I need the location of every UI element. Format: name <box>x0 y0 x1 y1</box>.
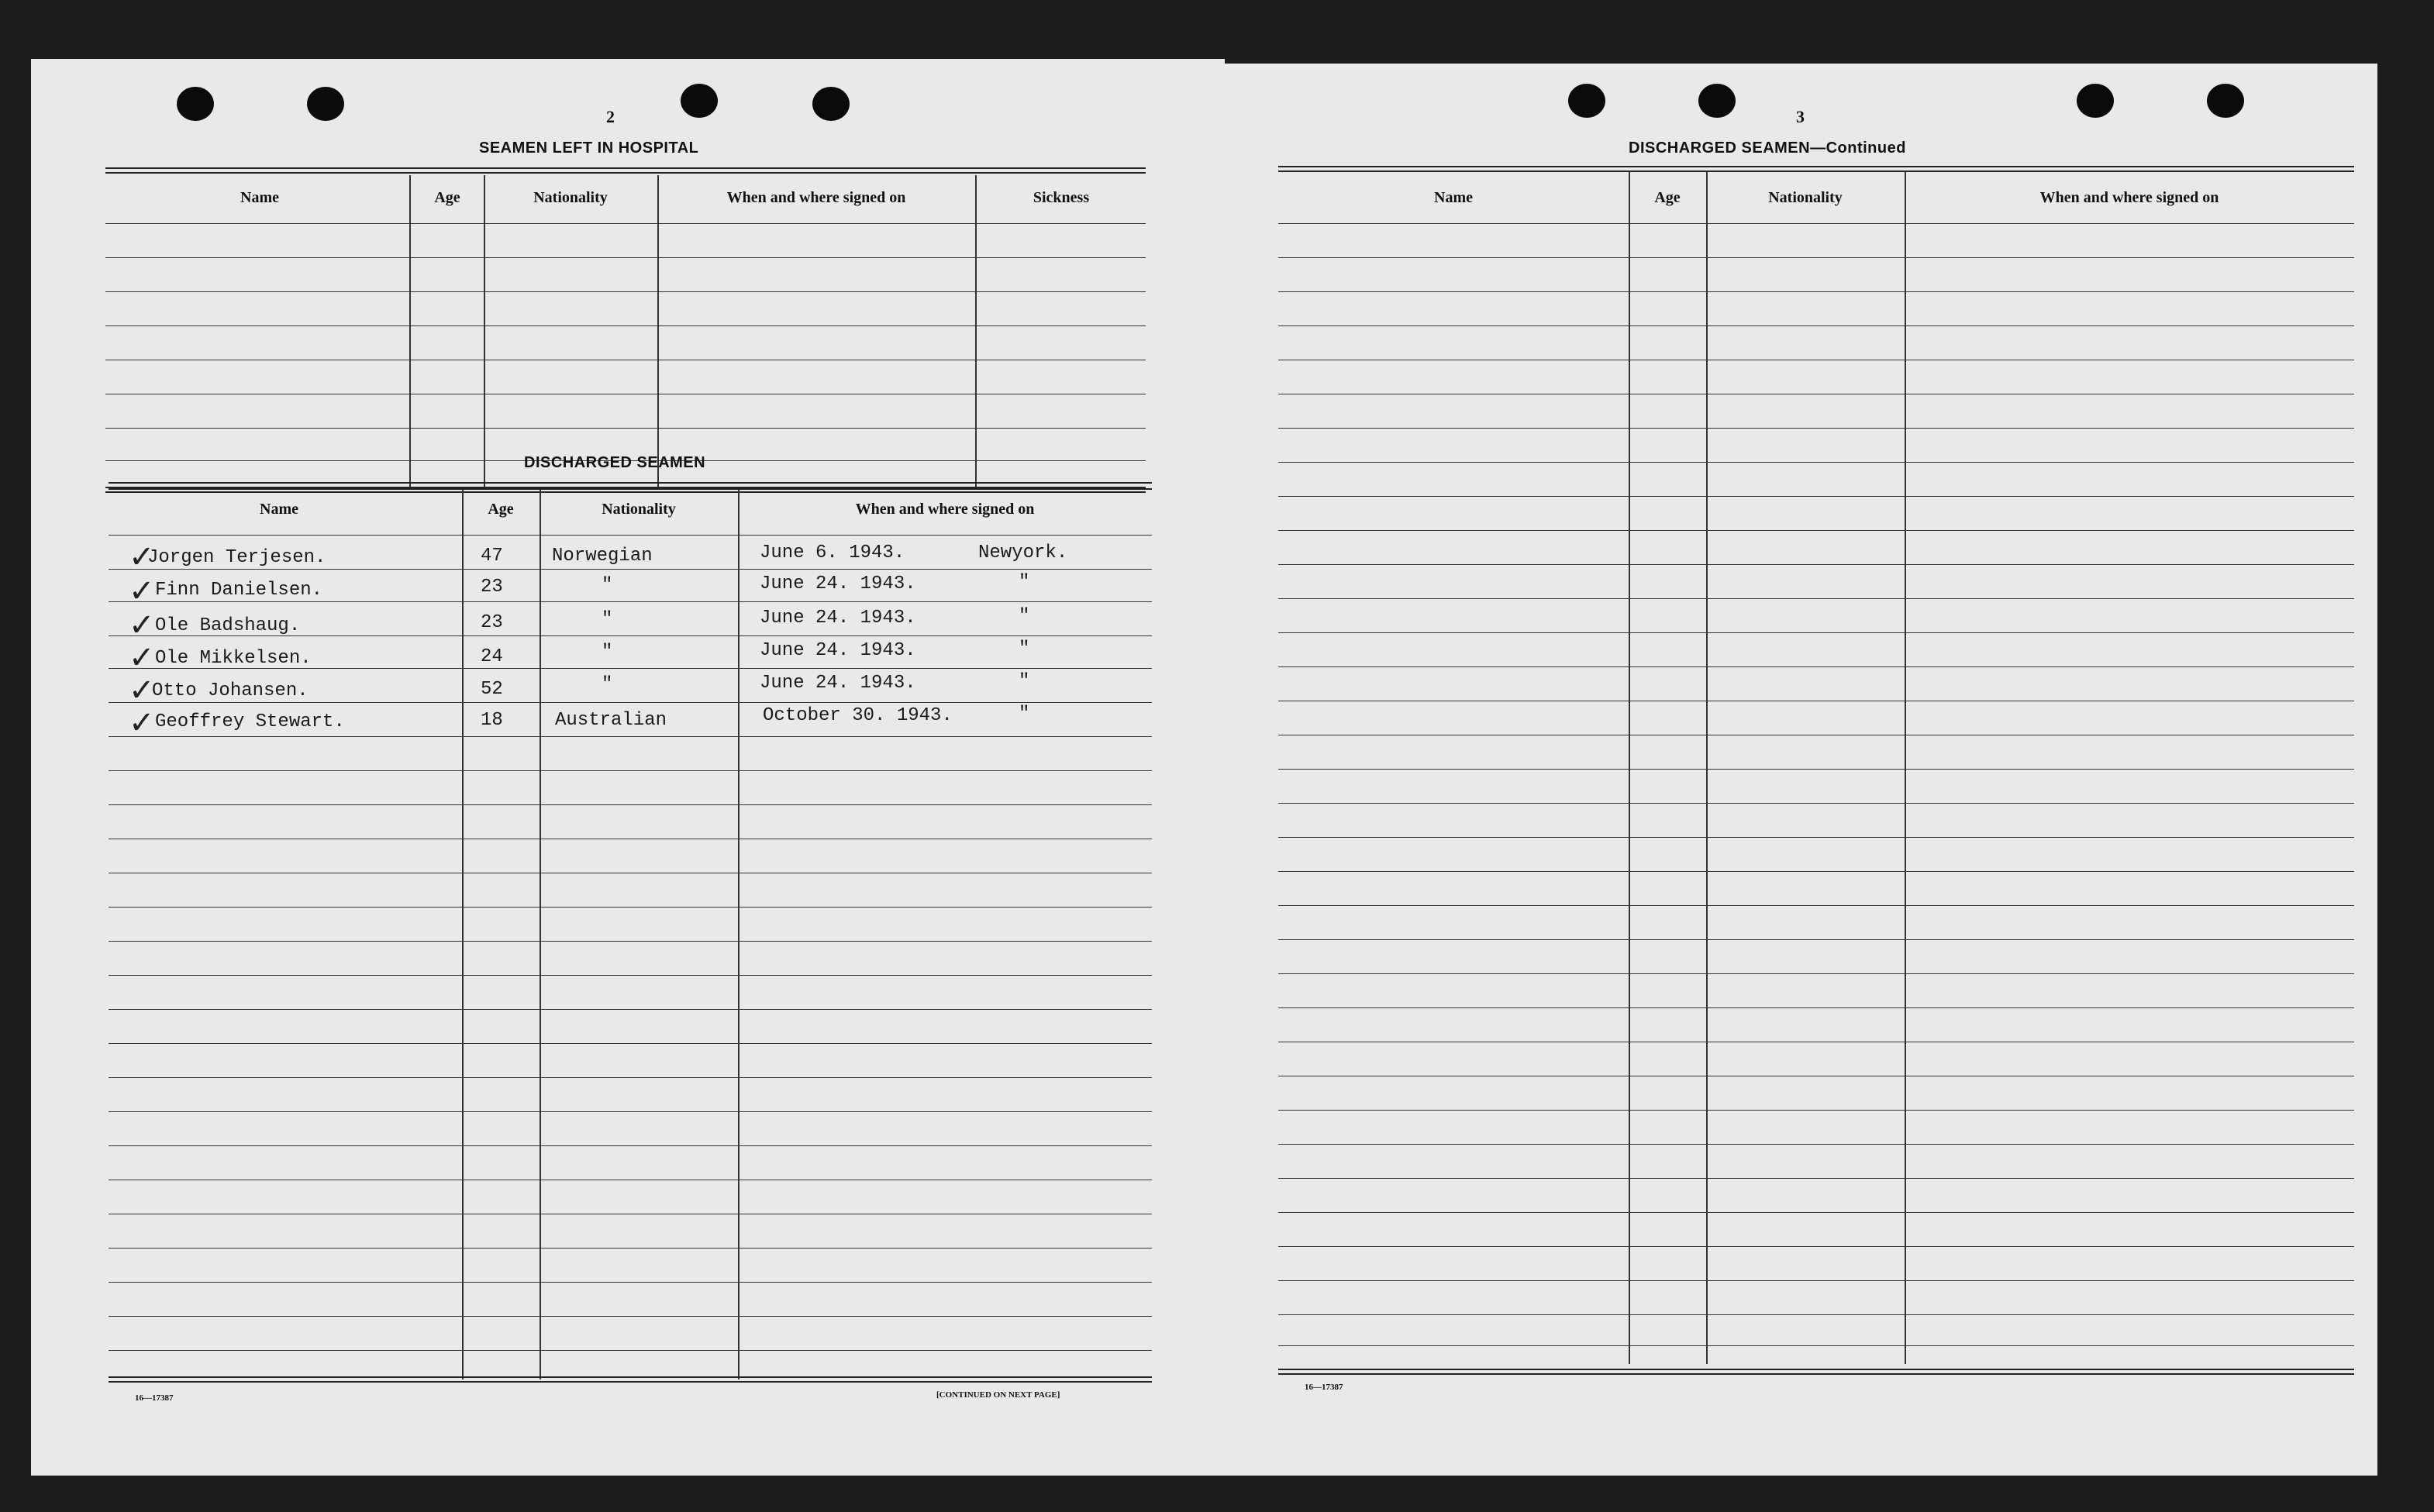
check-mark-icon: ✓ <box>129 705 155 741</box>
table-rule <box>1278 666 2354 667</box>
table-rule <box>109 1145 1152 1146</box>
table-rule <box>1278 1280 2354 1281</box>
seaman-age: 23 <box>481 612 503 633</box>
signed-on-place: " <box>1019 572 1030 593</box>
binder-hole <box>307 87 344 121</box>
seaman-nationality: Norwegian <box>552 546 653 567</box>
table-rule <box>1278 837 2354 838</box>
table-rule <box>1278 1007 2354 1008</box>
table-rule <box>1278 1178 2354 1179</box>
signed-on-date: October 30. 1943. <box>763 705 953 726</box>
seaman-age: 18 <box>481 710 503 731</box>
page-title: DISCHARGED SEAMEN—Continued <box>1629 139 1906 157</box>
page-number: 2 <box>606 107 615 126</box>
discharged-section-title: DISCHARGED SEAMEN <box>524 454 706 471</box>
double-rule <box>1278 166 2354 167</box>
check-mark-icon: ✓ <box>129 573 155 609</box>
table-rule <box>1278 1144 2354 1145</box>
table-rule <box>109 736 1152 737</box>
continued-note: [CONTINUED ON NEXT PAGE] <box>936 1390 1060 1400</box>
table-rule <box>109 1248 1152 1249</box>
column-divider <box>1905 172 1906 1364</box>
seaman-nationality: " <box>602 609 613 630</box>
table-rule <box>1278 1110 2354 1111</box>
column-header-age: Age <box>1654 189 1681 206</box>
table-rule <box>109 1316 1152 1317</box>
header-rule <box>1278 223 2354 224</box>
table-rule <box>1278 564 2354 565</box>
column-header-signed-on: When and where signed on <box>855 501 1035 518</box>
check-mark-icon: ✓ <box>129 608 155 643</box>
table-rule <box>109 941 1152 942</box>
table-rule <box>109 907 1152 908</box>
binder-hole <box>1698 84 1736 118</box>
column-header-signed-on: When and where signed on <box>726 189 906 206</box>
column-divider <box>657 175 659 488</box>
double-rule <box>1278 170 2354 172</box>
table-rule <box>109 1111 1152 1112</box>
column-divider <box>738 490 740 1379</box>
table-rule <box>105 257 1146 258</box>
binder-hole <box>177 87 214 121</box>
table-rule <box>109 601 1152 602</box>
seaman-age: 52 <box>481 679 503 700</box>
double-rule <box>105 167 1146 169</box>
double-rule <box>109 1381 1152 1383</box>
column-divider <box>1706 172 1708 1364</box>
table-rule <box>1278 1314 2354 1315</box>
double-rule <box>109 1376 1152 1378</box>
binder-hole <box>2077 84 2114 118</box>
double-rule <box>105 491 1146 493</box>
check-mark-icon: ✓ <box>129 640 155 676</box>
table-rule <box>1278 428 2354 429</box>
signed-on-place: " <box>1019 606 1030 627</box>
seaman-name: Ole Badshaug. <box>155 615 301 636</box>
column-header-nationality: Nationality <box>533 189 608 206</box>
table-rule <box>1278 598 2354 599</box>
table-rule <box>105 291 1146 292</box>
column-divider <box>1629 172 1630 1364</box>
hospital-section-title: SEAMEN LEFT IN HOSPITAL <box>479 139 699 157</box>
table-rule <box>1278 632 2354 633</box>
column-header-sickness: Sickness <box>1033 189 1090 206</box>
seaman-name: Finn Danielsen. <box>155 580 323 601</box>
binder-hole <box>681 84 718 118</box>
column-divider <box>540 490 541 1379</box>
column-header-nationality: Nationality <box>602 501 676 518</box>
right-page <box>1205 64 2377 1476</box>
table-rule <box>105 325 1146 326</box>
column-header-age: Age <box>488 501 514 518</box>
column-divider <box>484 175 485 488</box>
column-divider <box>462 490 464 1379</box>
seaman-nationality: Australian <box>555 710 667 731</box>
signed-on-place: Newyork. <box>978 542 1068 563</box>
double-rule <box>109 488 1152 490</box>
table-rule <box>1278 871 2354 872</box>
signed-on-place: " <box>1019 704 1030 725</box>
table-rule <box>1278 530 2354 531</box>
binder-hole <box>1568 84 1605 118</box>
double-rule <box>105 172 1146 174</box>
table-rule <box>109 1009 1152 1010</box>
table-rule <box>109 1350 1152 1351</box>
page-number: 3 <box>1796 107 1805 126</box>
table-rule <box>1278 1246 2354 1247</box>
signed-on-place: " <box>1019 671 1030 692</box>
table-rule <box>105 428 1146 429</box>
table-rule <box>1278 973 2354 974</box>
seaman-age: 24 <box>481 646 503 667</box>
seaman-name: Geoffrey Stewart. <box>155 711 345 732</box>
seaman-nationality: " <box>602 575 613 596</box>
seaman-name: Jorgen Terjesen. <box>147 547 326 568</box>
form-number: 16—17387 <box>1305 1383 1343 1392</box>
check-mark-icon: ✓ <box>129 673 155 708</box>
signed-on-date: June 24. 1943. <box>760 573 916 594</box>
binder-hole <box>812 87 850 121</box>
table-rule <box>109 770 1152 771</box>
column-header-name: Name <box>240 189 279 206</box>
table-rule <box>1278 769 2354 770</box>
seaman-name: Ole Mikkelsen. <box>155 648 312 669</box>
table-rule <box>1278 325 2354 326</box>
check-mark-icon: ✓ <box>129 539 155 575</box>
table-rule <box>1278 803 2354 804</box>
header-rule <box>109 535 1152 536</box>
signed-on-date: June 24. 1943. <box>760 640 916 661</box>
table-rule <box>109 975 1152 976</box>
seaman-nationality: " <box>602 642 613 663</box>
column-header-signed-on: When and where signed on <box>2039 189 2219 206</box>
left-page <box>31 59 1225 1476</box>
header-rule <box>105 223 1146 224</box>
table-rule <box>1278 939 2354 940</box>
seaman-age: 23 <box>481 577 503 598</box>
double-rule <box>1278 1373 2354 1375</box>
form-number: 16—17387 <box>135 1393 174 1403</box>
signed-on-date: June 24. 1943. <box>760 673 916 694</box>
table-rule <box>109 1077 1152 1078</box>
table-rule <box>109 1043 1152 1044</box>
binder-hole <box>2207 84 2244 118</box>
table-rule <box>1278 1212 2354 1213</box>
column-header-name: Name <box>1434 189 1473 206</box>
signed-on-date: June 24. 1943. <box>760 608 916 629</box>
table-rule <box>1278 291 2354 292</box>
column-header-age: Age <box>434 189 460 206</box>
signed-on-place: " <box>1019 639 1030 660</box>
column-divider <box>975 175 977 488</box>
double-rule <box>1278 1369 2354 1370</box>
table-rule <box>1278 1345 2354 1346</box>
table-rule <box>1278 496 2354 497</box>
table-rule <box>1278 462 2354 463</box>
column-divider <box>409 175 411 488</box>
seaman-name: Otto Johansen. <box>152 680 309 701</box>
seaman-nationality: " <box>602 674 613 695</box>
table-rule <box>1278 257 2354 258</box>
table-rule <box>1278 905 2354 906</box>
table-rule <box>109 804 1152 805</box>
column-header-nationality: Nationality <box>1768 189 1843 206</box>
table-rule <box>109 1282 1152 1283</box>
double-rule <box>109 482 1152 484</box>
table-rule <box>109 702 1152 703</box>
signed-on-date: June 6. 1943. <box>760 542 905 563</box>
column-header-name: Name <box>260 501 298 518</box>
table-rule <box>109 569 1152 570</box>
seaman-age: 47 <box>481 546 503 567</box>
